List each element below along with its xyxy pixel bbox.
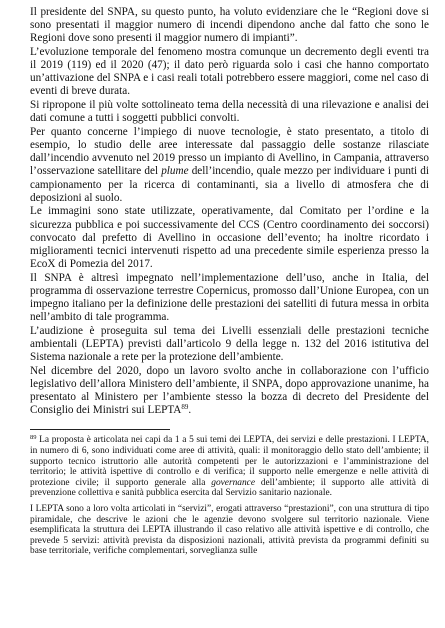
footnote-reference-89[interactable]: 89 [181,403,189,412]
footnotes [30,435,429,557]
plume-italic: plume [161,165,189,178]
footnote-89-part1: La proposta è articolata nei capi da 1 a 5 sui temi dei LEPTA, dei servizi e delle prestazioni. I LEPTA, in numero di 6, sono individuati come aree di attività, quali: il monitoraggio dello stato dell’ambiente; il supporto tecnico istruttorio alle autorità competenti per le autorizzazioni e l’amministrazione del territorio; le attività ispettive di controllo e di verifica; il supporto nelle emergenze e nelle attività di protezione civile; il supporto generale alla [30,435,429,488]
paragraph-temporal-evolution: L’evoluzione temporale del fenomeno mostra comunque un decremento degli eventi tra il 2019 (119) ed il 2020 (47); il dato però riguarda solo i casi che hanno comportato un’attivazione del SNPA e i casi reali totali potrebbero essere maggiori, come nel caso di eventi di breve durata. [30,45,429,98]
paragraph-december-2020-tail: . [188,404,192,417]
paragraph-data-collection: Si ripropone il più volte sottolineato tema della necessità di una rilevazione e analisi dei dati comune a tutti i soggetti pubblici convolti. [30,99,429,125]
paragraph-december-2020-text: Nel dicembre del 2020, dopo un lavoro svolto anche in collaborazione con l’ufficio legislativo dell’allora Ministero dell’ambiente, il SNPA, dopo approvazione unanime, ha presentato al Ministero per l’ambiente stesso la bozza di decreto del Presidente del Consiglio dei Ministri sui LEPTA [30,364,429,417]
paragraph-new-technologies-part1: Per quanto concerne l’impiego di nuove tecnologie, è stato presentato, a titolo di esempio, lo studio delle aree interessate dal passaggio delle sostanze rilasciate dall’incendio avvenuto nel 2019 presso un impianto di Avellino, in Campania, attraverso l’osservazione satellitare del [30,125,429,178]
footnote-89 [30,435,429,499]
footnote-number: 89 [30,434,37,442]
paragraph-snpa-president: Il presidente del SNPA, su questo punto, ha voluto evidenziare che le “Regioni dove si sono presentati il maggior numero di incendi dipendono anche dal fatto che sono le Regioni dove sono presenti il maggior numero di impianti”. [30,6,429,45]
paragraph-copernicus: Il SNPA è altresì impegnato nell’implementazione dell’uso, anche in Italia, del programma di osservazione terrestre Copernicus, promosso dall’Unione Europea, con un impegno italiano per la definizione delle prestazioni dei satelliti di futura messa in orbita nell’ambito di tale programma. [30,271,429,324]
paragraph-new-technologies [30,126,429,205]
governance-italic: governance [211,477,255,488]
paragraph-december-2020 [30,365,429,418]
paragraph-images-used: Le immagini sono state utilizzate, operativamente, dal Comitato per l’ordine e la sicurezza pubblica e poi successivamente del CCS (Centro coordinamento dei soccorsi) convocato dal prefetto di Avellino in occasione dell’evento; ha inoltre ricordato i miglioramenti tecnici intervenuti rispetto ad una precedente simile esperienza presso la EcoX di Pomezia del 2017. [30,205,429,270]
paragraph-lepta-hearing: L’audizione è proseguita sul tema dei Livelli essenziali delle prestazioni tecniche ambientali (LEPTA) previsti dall’articolo 9 della legge n. 132 del 2016 istitutiva del Sistema nazionale a rete per la protezione dell’ambiente. [30,324,429,364]
footnote-89-continued: I LEPTA sono a loro volta articolati in “servizi”, erogati attraverso “prestazioni”, con una struttura di tipo piramidale, che descrive le azioni che le agenzie devono svolgere sul territorio nazionale. Viene esemplificata la struttura dei LEPTA illustrando il caso relativo alle attività ispettive e di controllo, che prevede 5 servizi: attività prevista da disposizioni nazionali, attività prevista da programmi definiti su base territoriale, verifiche complementari, sorveglianza sulle [30,503,429,557]
paragraph-new-technologies-part2: dell’incendio, quale mezzo per individuare i punti di campionamento per la ricerca di contaminanti, sia a livello di atmosfera che di deposizioni al suolo. [30,165,429,204]
body-text [30,6,429,417]
footnote-89-part2: dell’ambiente; il supporto alle attività di prevenzione collettiva e sanità pubblica esercita dal Servizio sanitario nazionale. [30,477,429,499]
footnote-separator [30,429,170,430]
